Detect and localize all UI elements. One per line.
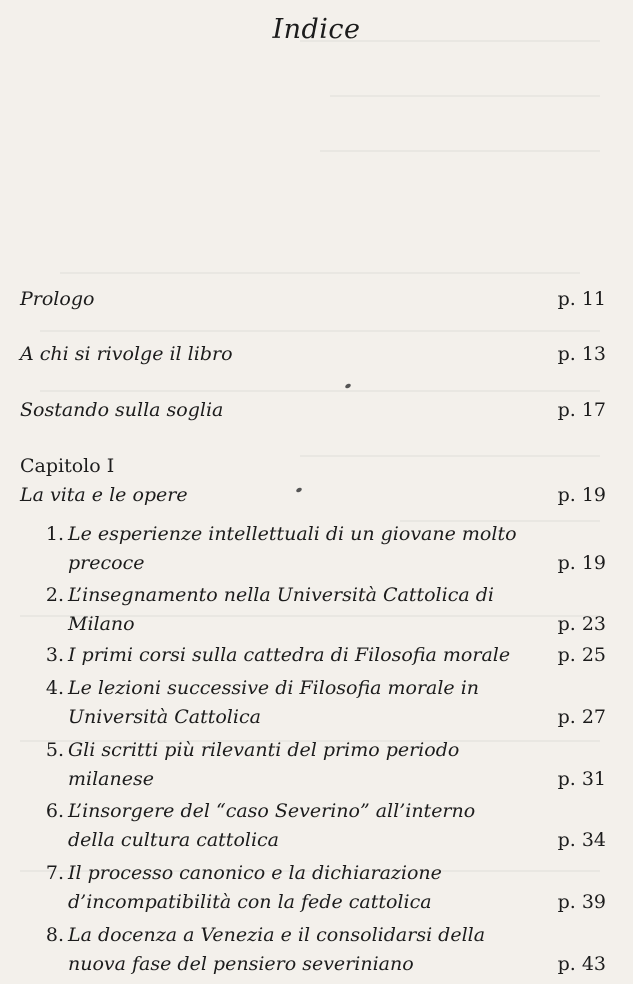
section-page: p. 19	[557, 552, 606, 574]
toc-entry-page: p. 11	[557, 288, 606, 310]
ink-smudge	[344, 383, 351, 389]
section-number: 2.	[45, 584, 64, 606]
toc-section	[34, 581, 608, 639]
section-number: 8.	[45, 924, 64, 946]
section-number: 7.	[45, 862, 64, 884]
toc-section	[34, 921, 608, 979]
section-number: 5.	[45, 739, 64, 761]
chapter-label: Capitolo I	[20, 455, 115, 477]
section-title: L’insorgere del “caso Severino” all’interno della cultura cattolica	[68, 800, 476, 851]
section-title: Gli scritti più rilevanti del primo periodo milanese	[68, 739, 460, 790]
section-page: p. 23	[557, 613, 606, 635]
section-number: 3.	[45, 644, 64, 666]
section-title: La docenza a Venezia e il consolidarsi della nuova fase del pensiero severiniano	[68, 924, 486, 975]
section-number: 4.	[45, 677, 64, 699]
section-number: 1.	[45, 523, 64, 545]
toc-section	[34, 736, 608, 794]
page-title: Indice	[272, 14, 361, 45]
section-title: Le lezioni successive di Filosofia morale in Università Cattolica	[68, 677, 480, 728]
section-title: I primi corsi sulla cattedra di Filosofia morale	[68, 644, 511, 666]
toc-entry-title: Prologo	[20, 288, 95, 310]
section-title: Le esperienze intellettuali di un giovane molto precoce	[68, 523, 517, 574]
toc-entry-sostando	[20, 396, 608, 425]
section-page: p. 34	[557, 829, 606, 851]
toc-entry-page: p. 17	[557, 399, 606, 421]
toc-entry-title: Sostando sulla soglia	[20, 399, 224, 421]
toc-entry-title: A chi si rivolge il libro	[20, 343, 233, 365]
section-title: L’insegnamento nella Università Cattolica di Milano	[68, 584, 494, 635]
toc-section	[34, 641, 608, 670]
toc-entry-page: p. 13	[557, 343, 606, 365]
section-number: 6.	[45, 800, 64, 822]
toc-section	[34, 859, 608, 917]
section-page: p. 31	[557, 768, 606, 790]
section-page: p. 39	[557, 891, 606, 913]
toc-section	[34, 797, 608, 855]
section-page: p. 43	[557, 953, 606, 975]
toc-entry-prologo	[20, 285, 608, 314]
toc-section	[34, 520, 608, 578]
chapter-title-entry	[20, 481, 608, 510]
section-page: p. 27	[557, 706, 606, 728]
chapter-title: La vita e le opere	[20, 484, 188, 506]
toc-entry-a-chi-si-rivolge	[20, 340, 608, 369]
section-title: Il processo canonico e la dichiarazione d’incompatibilità con la fede cattolica	[68, 862, 442, 913]
section-page: p. 25	[557, 644, 606, 666]
chapter-page: p. 19	[557, 484, 606, 506]
toc-section	[34, 674, 608, 732]
